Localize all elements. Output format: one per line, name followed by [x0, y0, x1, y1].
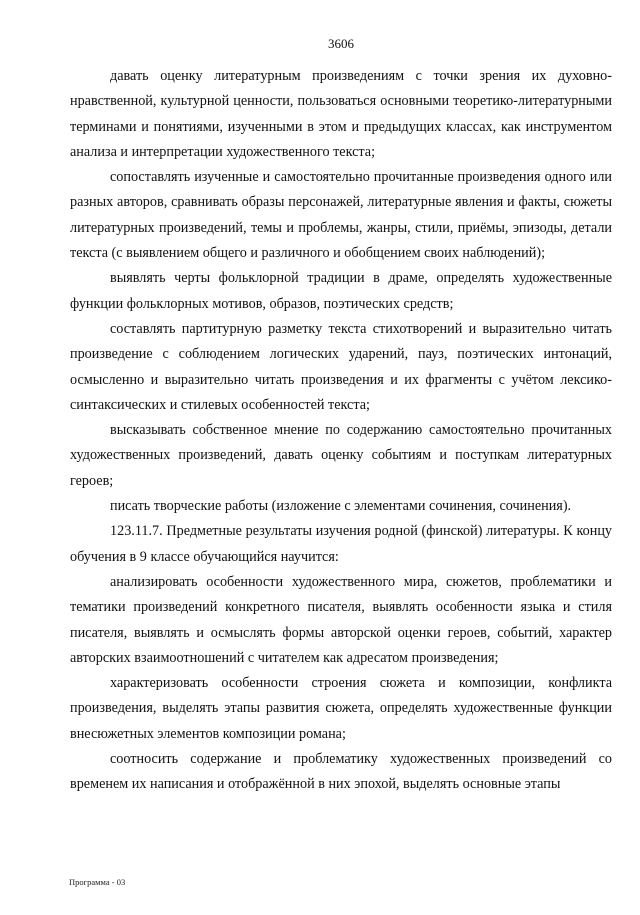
paragraph: соотносить содержание и проблематику художественных произведений со временем их написания и отображённой в них эпохой, выделять основные этапы: [70, 751, 612, 793]
page-number: 3606: [328, 36, 354, 51]
paragraph: давать оценку литературным произведениям с точки зрения их духовно-нравственной, культурной ценности, пользоваться основными теоретико-литературными терминами и понятиями, изученными в этом и предыдущих классах, как инструментом анализа и интерпретации художественного текста;: [70, 68, 612, 160]
section-heading-paragraph: 123.11.7. Предметные результаты изучения родной (финской) литературы. К концу обучения в 9 классе обучающийся научится:: [70, 523, 612, 565]
paragraph: сопоставлять изученные и самостоятельно прочитанные произведения одного или разных авторов, сравнивать образы персонажей, литературные явления и факты, сюжеты литературных произведений, темы и проблемы, жанры, стили, приёмы, эпизоды, детали текста (с выявлением общего и различного и обобщением своих наблюдений);: [70, 169, 612, 262]
paragraph: анализировать особенности художественного мира, сюжетов, проблематики и тематики произведений конкретного писателя, выявлять особенности языка и стиля писателя, выявлять и осмыслять формы авторской оценки героев, событий, характер авторских взаимоотношений с читателем как адресатом произведения;: [70, 573, 612, 666]
paragraph: характеризовать особенности строения сюжета и композиции, конфликта произведения, выделять этапы развития сюжета, определять художественные функции внесюжетных элементов композиции романа;: [70, 675, 612, 742]
paragraph: составлять партитурную разметку текста стихотворений и выразительно читать произведение с соблюдением логических ударений, пауз, поэтических интонаций, осмысленно и выразительно читать произведения и их фрагменты с учётом лексико-синтаксических и стилевых особенностей текста;: [70, 320, 612, 413]
paragraph: писать творческие работы (изложение с элементами сочинения, сочинения).: [110, 498, 572, 515]
document-body: [70, 64, 612, 798]
paragraph: высказывать собственное мнение по содержанию самостоятельно прочитанных художественных произведений, давать оценку событиям и поступкам литературных героев;: [70, 422, 612, 489]
page-footer: Программа - 03: [69, 877, 126, 887]
paragraph: выявлять черты фольклорной традиции в драме, определять художественные функции фольклорных мотивов, образов, поэтических средств;: [70, 270, 612, 312]
